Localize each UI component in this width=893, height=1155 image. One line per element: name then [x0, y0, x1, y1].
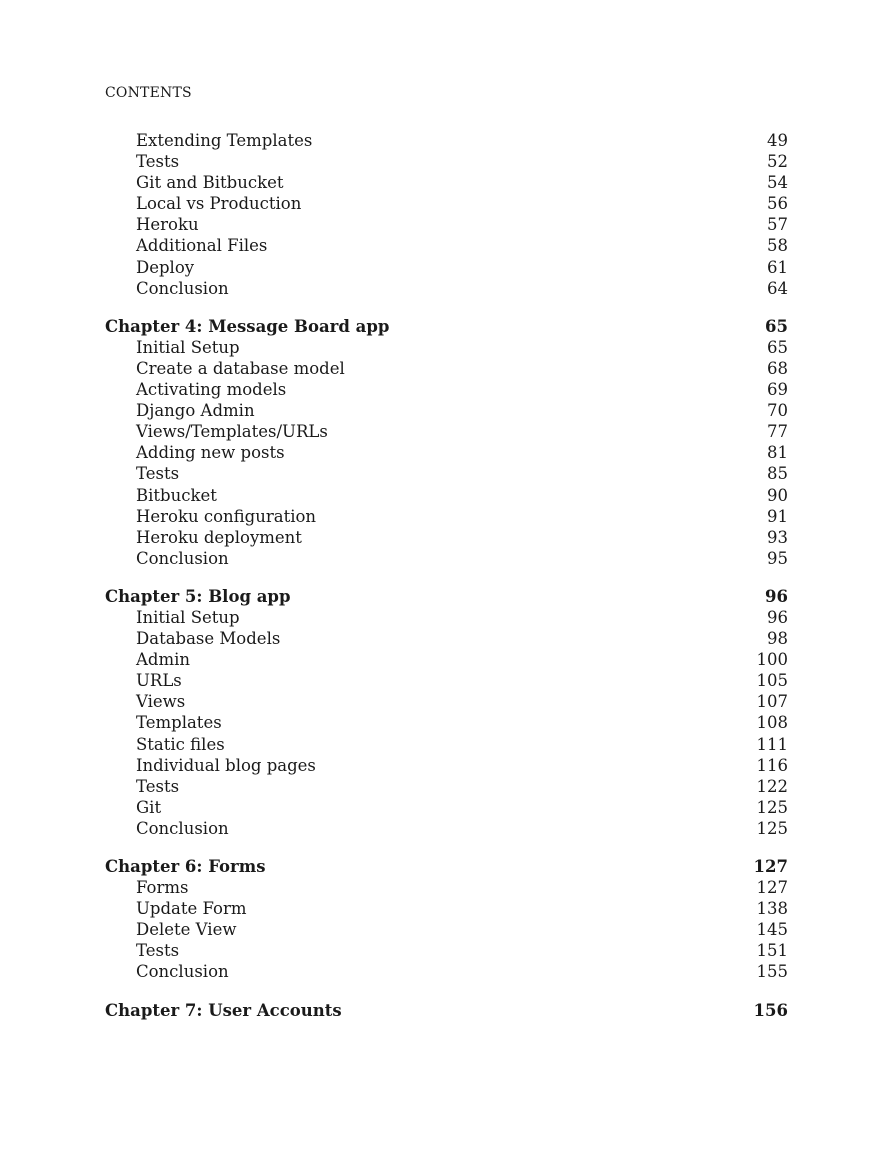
toc-section-entry[interactable] [105, 818, 788, 839]
section-page-number: 111 [756, 734, 788, 754]
section-page-number: 61 [767, 257, 788, 277]
chapter-title: Chapter 7: User Accounts [105, 1000, 342, 1020]
toc-section-entry[interactable] [105, 691, 788, 712]
section-title: Delete View [136, 920, 237, 940]
toc-chapter-entry[interactable] [105, 316, 788, 337]
chapter-gap [105, 299, 788, 316]
section-page-number: 56 [767, 194, 788, 214]
section-title: Heroku deployment [136, 527, 302, 547]
toc-section-entry[interactable] [105, 755, 788, 776]
section-page-number: 95 [767, 548, 788, 568]
section-page-number: 105 [756, 671, 788, 691]
toc-section-entry[interactable] [105, 898, 788, 919]
toc-section-entry[interactable] [105, 628, 788, 649]
toc-chapter-entry[interactable] [105, 1000, 788, 1021]
section-title: Activating models [136, 380, 287, 400]
chapter-title: Chapter 5: Blog app [105, 586, 291, 606]
section-title: Tests [136, 464, 180, 484]
toc-section-entry[interactable] [105, 421, 788, 442]
section-page-number: 70 [767, 401, 788, 421]
section-page-number: 155 [756, 962, 788, 982]
chapter-gap [105, 983, 788, 1000]
running-head: CONTENTS [105, 85, 192, 101]
section-title: Heroku configuration [136, 506, 317, 526]
toc-chapter-entry[interactable] [105, 856, 788, 877]
section-page-number: 151 [756, 941, 788, 961]
section-title: Conclusion [136, 548, 229, 568]
section-page-number: 100 [756, 650, 788, 670]
section-page-number: 90 [767, 485, 788, 505]
table-of-contents [105, 130, 788, 1021]
toc-section-entry[interactable] [105, 463, 788, 484]
section-page-number: 54 [767, 173, 788, 193]
section-title: Tests [136, 776, 180, 796]
section-title: URLs [136, 671, 182, 691]
toc-section-entry[interactable] [105, 151, 788, 172]
section-title: Bitbucket [136, 485, 217, 505]
section-title: Conclusion [136, 962, 229, 982]
section-title: Create a database model [136, 358, 345, 378]
chapter-title: Chapter 6: Forms [105, 857, 266, 876]
toc-chapter-entry[interactable] [105, 586, 788, 607]
toc-section-entry[interactable] [105, 506, 788, 527]
section-title: Initial Setup [136, 607, 240, 627]
section-page-number: 81 [767, 443, 788, 463]
section-title: Forms [136, 878, 189, 898]
section-title: Django Admin [136, 401, 255, 421]
toc-section-entry[interactable] [105, 797, 788, 818]
toc-section-entry[interactable] [105, 712, 788, 733]
toc-section-entry[interactable] [105, 193, 788, 214]
section-title: Heroku [136, 215, 199, 235]
section-page-number: 98 [767, 629, 788, 649]
chapter-title: Chapter 4: Message Board app [105, 316, 390, 336]
section-page-number: 58 [767, 236, 788, 256]
section-title: Initial Setup [136, 337, 240, 357]
section-title: Extending Templates [136, 131, 313, 150]
toc-section-entry[interactable] [105, 257, 788, 278]
section-title: Deploy [136, 257, 195, 277]
toc-section-entry[interactable] [105, 877, 788, 898]
section-title: Adding new posts [136, 443, 285, 463]
section-page-number: 116 [756, 755, 788, 775]
section-title: Views/Templates/URLs [136, 422, 328, 442]
chapter-page-number: 156 [753, 1000, 788, 1020]
section-title: Local vs Production [136, 194, 302, 214]
chapter-gap [105, 569, 788, 586]
section-page-number: 125 [756, 818, 788, 838]
section-page-number: 68 [767, 358, 788, 378]
toc-section-entry[interactable] [105, 358, 788, 379]
toc-section-entry[interactable] [105, 278, 788, 299]
section-page-number: 77 [767, 422, 788, 442]
toc-section-entry[interactable] [105, 214, 788, 235]
section-title: Git [136, 797, 162, 817]
section-title: Conclusion [136, 278, 229, 298]
toc-section-entry[interactable] [105, 919, 788, 940]
section-page-number: 122 [756, 776, 788, 796]
toc-section-entry[interactable] [105, 548, 788, 569]
chapter-page-number: 127 [753, 857, 788, 876]
section-page-number: 85 [767, 464, 788, 484]
toc-section-entry[interactable] [105, 649, 788, 670]
section-title: Update Form [136, 899, 247, 919]
section-page-number: 49 [767, 131, 788, 150]
section-page-number: 108 [756, 713, 788, 733]
toc-section-entry[interactable] [105, 776, 788, 797]
section-title: Tests [136, 941, 180, 961]
section-title: Conclusion [136, 818, 229, 838]
section-title: Tests [136, 152, 180, 172]
section-page-number: 138 [756, 899, 788, 919]
section-title: Database Models [136, 629, 281, 649]
section-page-number: 57 [767, 215, 788, 235]
toc-section-entry[interactable] [105, 379, 788, 400]
section-title: Additional Files [136, 236, 268, 256]
toc-section-entry[interactable] [105, 734, 788, 755]
toc-section-entry[interactable] [105, 442, 788, 463]
toc-section-entry[interactable] [105, 607, 788, 628]
section-title: Templates [136, 713, 222, 733]
toc-section-entry[interactable] [105, 940, 788, 961]
section-page-number: 52 [767, 152, 788, 172]
section-page-number: 65 [767, 337, 788, 357]
section-page-number: 127 [756, 878, 788, 898]
toc-section-entry[interactable] [105, 400, 788, 421]
section-page-number: 107 [756, 692, 788, 712]
section-page-number: 96 [767, 607, 788, 627]
toc-section-entry[interactable] [105, 527, 788, 548]
toc-section-entry[interactable] [105, 337, 788, 358]
section-title: Views [136, 692, 186, 712]
chapter-page-number: 65 [765, 316, 788, 336]
section-title: Individual blog pages [136, 755, 316, 775]
chapter-gap [105, 839, 788, 856]
section-page-number: 91 [767, 506, 788, 526]
section-page-number: 69 [767, 380, 788, 400]
section-page-number: 93 [767, 527, 788, 547]
section-title: Static files [136, 734, 225, 754]
toc-section-entry[interactable] [105, 485, 788, 506]
chapter-page-number: 96 [765, 586, 788, 606]
toc-section-entry[interactable] [105, 130, 788, 151]
toc-section-entry[interactable] [105, 235, 788, 256]
toc-section-entry[interactable] [105, 961, 788, 982]
section-page-number: 125 [756, 797, 788, 817]
toc-section-entry[interactable] [105, 670, 788, 691]
section-page-number: 145 [756, 920, 788, 940]
toc-section-entry[interactable] [105, 172, 788, 193]
section-title: Git and Bitbucket [136, 173, 284, 193]
section-page-number: 64 [767, 278, 788, 298]
section-title: Admin [136, 650, 191, 670]
